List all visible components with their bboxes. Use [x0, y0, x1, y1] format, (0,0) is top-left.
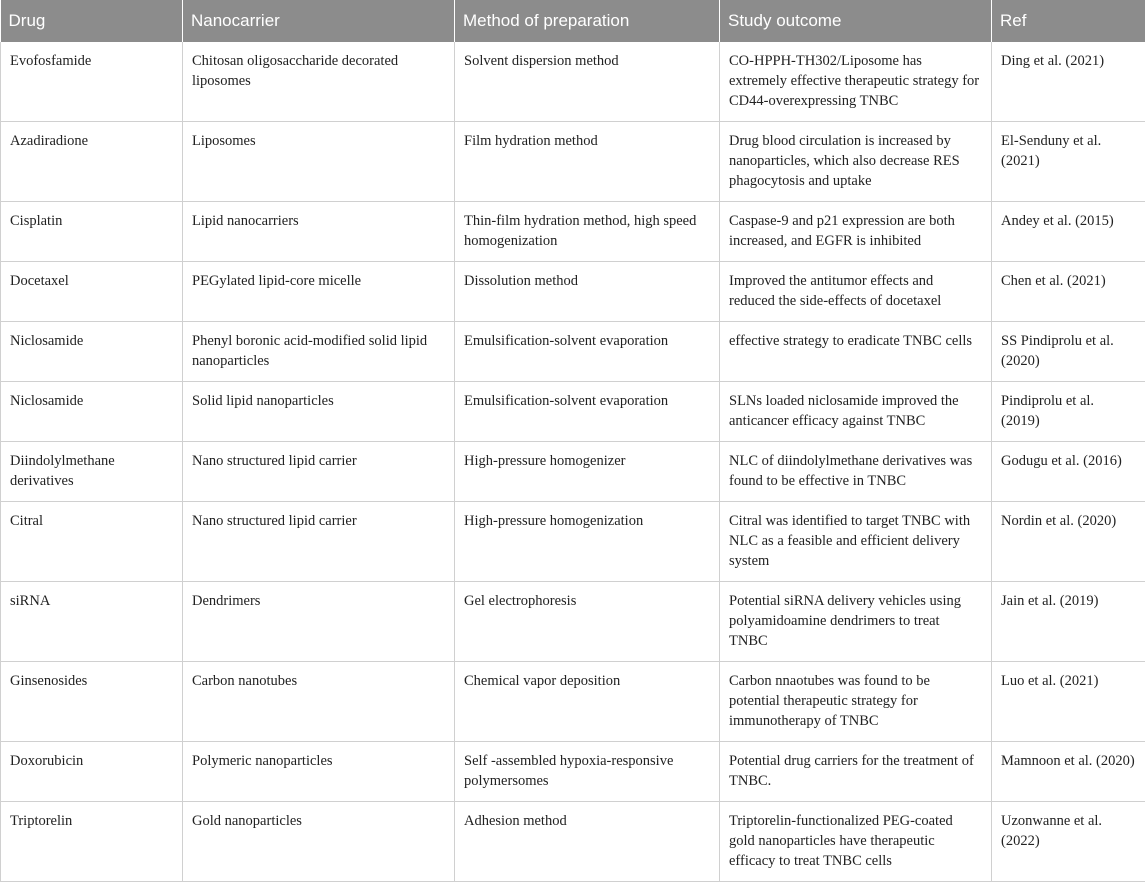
col-header-method: Method of preparation: [455, 0, 720, 42]
cell-ref: Pindiprolu et al. (2019): [992, 382, 1145, 442]
cell-nanocarrier: Polymeric nanoparticles: [183, 742, 455, 802]
col-header-nanocarrier: Nanocarrier: [183, 0, 455, 42]
table-row: [1, 442, 1145, 502]
header-row: [1, 0, 1145, 42]
cell-drug: Niclosamide: [1, 322, 183, 382]
cell-method: Dissolution method: [455, 262, 720, 322]
cell-method: Self -assembled hypoxia-responsive polymersomes: [455, 742, 720, 802]
col-header-outcome: Study outcome: [720, 0, 992, 42]
cell-ref: Luo et al. (2021): [992, 662, 1145, 742]
cell-outcome: Caspase-9 and p21 expression are both increased, and EGFR is inhibited: [720, 202, 992, 262]
table-row: [1, 662, 1145, 742]
table-row: [1, 262, 1145, 322]
cell-nanocarrier: Solid lipid nanoparticles: [183, 382, 455, 442]
cell-ref: El-Senduny et al. (2021): [992, 122, 1145, 202]
cell-nanocarrier: Liposomes: [183, 122, 455, 202]
cell-nanocarrier: Nano structured lipid carrier: [183, 502, 455, 582]
cell-outcome: CO-HPPH-TH302/Liposome has extremely effective therapeutic strategy for CD44-overexpressing TNBC: [720, 42, 992, 122]
table-row: [1, 582, 1145, 662]
table-row: [1, 742, 1145, 802]
cell-outcome: Potential siRNA delivery vehicles using polyamidoamine dendrimers to treat TNBC: [720, 582, 992, 662]
cell-nanocarrier: PEGylated lipid-core micelle: [183, 262, 455, 322]
cell-ref: Uzonwanne et al. (2022): [992, 802, 1145, 882]
table-row: [1, 382, 1145, 442]
cell-nanocarrier: Dendrimers: [183, 582, 455, 662]
cell-drug: Niclosamide: [1, 382, 183, 442]
cell-outcome: effective strategy to eradicate TNBC cells: [720, 322, 992, 382]
table-row: [1, 202, 1145, 262]
cell-ref: Andey et al. (2015): [992, 202, 1145, 262]
cell-nanocarrier: Gold nanoparticles: [183, 802, 455, 882]
table-row: [1, 122, 1145, 202]
cell-method: Gel electrophoresis: [455, 582, 720, 662]
cell-outcome: Triptorelin-functionalized PEG-coated gold nanoparticles have therapeutic efficacy to treat TNBC cells: [720, 802, 992, 882]
cell-nanocarrier: Nano structured lipid carrier: [183, 442, 455, 502]
cell-drug: Doxorubicin: [1, 742, 183, 802]
cell-method: Solvent dispersion method: [455, 42, 720, 122]
cell-outcome: Citral was identified to target TNBC with NLC as a feasible and efficient delivery system: [720, 502, 992, 582]
cell-method: Emulsification-solvent evaporation: [455, 382, 720, 442]
col-header-drug: Drug: [1, 0, 183, 42]
cell-outcome: SLNs loaded niclosamide improved the anticancer efficacy against TNBC: [720, 382, 992, 442]
cell-drug: Azadiradione: [1, 122, 183, 202]
cell-ref: Godugu et al. (2016): [992, 442, 1145, 502]
cell-method: Adhesion method: [455, 802, 720, 882]
table-row: [1, 802, 1145, 882]
cell-method: Thin-film hydration method, high speed homogenization: [455, 202, 720, 262]
cell-nanocarrier: Lipid nanocarriers: [183, 202, 455, 262]
col-header-ref: Ref: [992, 0, 1145, 42]
cell-nanocarrier: Chitosan oligosaccharide decorated liposomes: [183, 42, 455, 122]
cell-outcome: Carbon nnaotubes was found to be potential therapeutic strategy for immunotherapy of TNBC: [720, 662, 992, 742]
table-row: [1, 502, 1145, 582]
cell-method: Chemical vapor deposition: [455, 662, 720, 742]
cell-drug: Cisplatin: [1, 202, 183, 262]
cell-drug: Evofosfamide: [1, 42, 183, 122]
cell-ref: Chen et al. (2021): [992, 262, 1145, 322]
table-row: [1, 322, 1145, 382]
cell-method: Film hydration method: [455, 122, 720, 202]
cell-outcome: Improved the antitumor effects and reduced the side-effects of docetaxel: [720, 262, 992, 322]
cell-method: High-pressure homogenization: [455, 502, 720, 582]
cell-outcome: Drug blood circulation is increased by nanoparticles, which also decrease RES phagocytosis and uptake: [720, 122, 992, 202]
cell-drug: siRNA: [1, 582, 183, 662]
cell-drug: Ginsenosides: [1, 662, 183, 742]
cell-ref: SS Pindiprolu et al. (2020): [992, 322, 1145, 382]
cell-ref: Ding et al. (2021): [992, 42, 1145, 122]
cell-drug: Diindolylmethane derivatives: [1, 442, 183, 502]
cell-nanocarrier: Phenyl boronic acid-modified solid lipid nanoparticles: [183, 322, 455, 382]
cell-ref: Nordin et al. (2020): [992, 502, 1145, 582]
cell-ref: Jain et al. (2019): [992, 582, 1145, 662]
cell-outcome: NLC of diindolylmethane derivatives was found to be effective in TNBC: [720, 442, 992, 502]
cell-drug: Docetaxel: [1, 262, 183, 322]
cell-method: High-pressure homogenizer: [455, 442, 720, 502]
cell-nanocarrier: Carbon nanotubes: [183, 662, 455, 742]
cell-drug: Triptorelin: [1, 802, 183, 882]
cell-method: Emulsification-solvent evaporation: [455, 322, 720, 382]
cell-outcome: Potential drug carriers for the treatment of TNBC.: [720, 742, 992, 802]
table-row: [1, 42, 1145, 122]
cell-drug: Citral: [1, 502, 183, 582]
cell-ref: Mamnoon et al. (2020): [992, 742, 1145, 802]
